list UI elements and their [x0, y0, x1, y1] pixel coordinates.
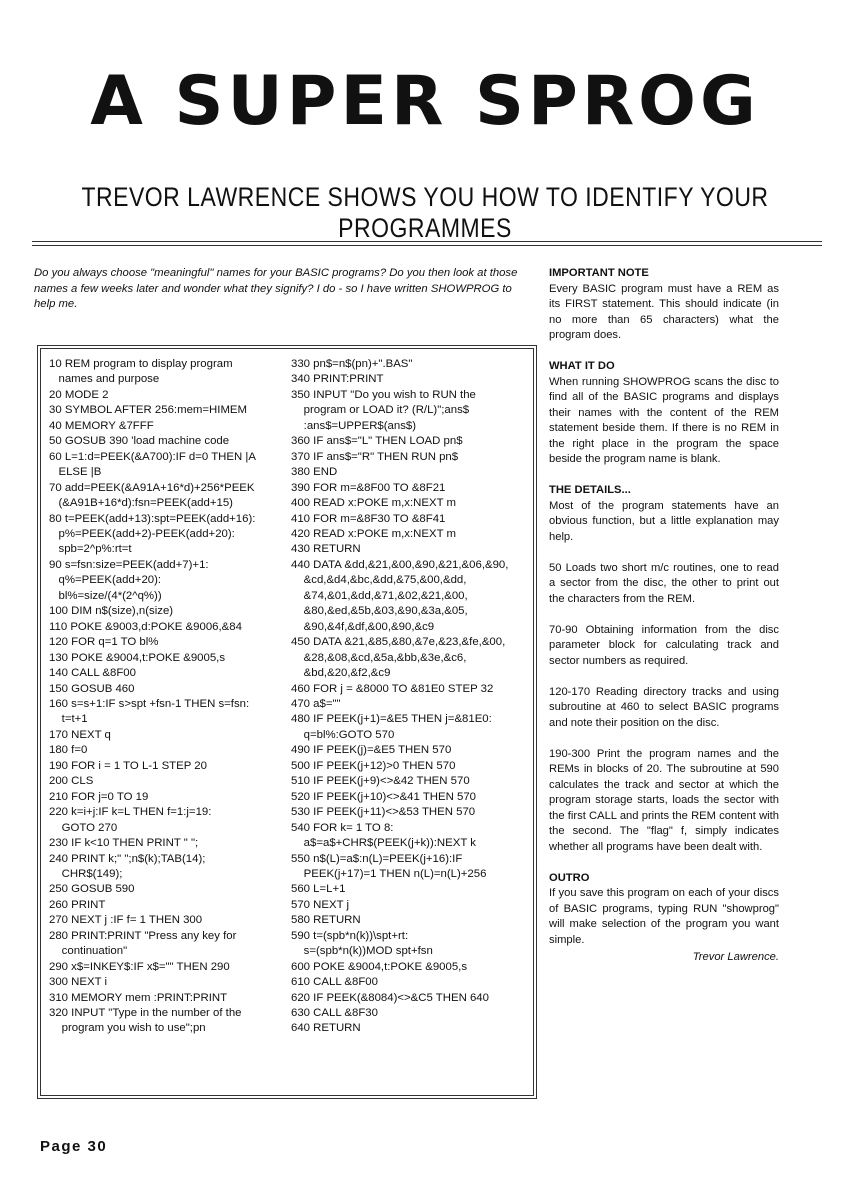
- code-line: 310 MEMORY mem :PRINT:PRINT: [49, 991, 228, 1004]
- code-line: 210 FOR j=0 TO 19: [49, 790, 149, 803]
- code-line: 590 t=(spb*n(k))\spt+rt:: [291, 929, 409, 942]
- code-line: 460 FOR j = &8000 TO &81E0 STEP 32: [291, 682, 494, 695]
- code-line: 190 FOR i = 1 TO L-1 STEP 20: [49, 759, 207, 772]
- listing-column-left: [49, 357, 289, 1037]
- code-line: q=bl%:GOTO 570: [291, 728, 395, 741]
- code-line: 60 L=1:d=PEEK(&A700):IF d=0 THEN |A: [49, 450, 256, 463]
- code-line: ELSE |B: [49, 466, 102, 479]
- code-line: 10 REM program to display program: [49, 358, 233, 370]
- code-line: 230 IF k<10 THEN PRINT " ";: [49, 837, 199, 850]
- code-line: 320 INPUT "Type in the number of the: [49, 1007, 242, 1020]
- section-body: 120-170 Reading directory tracks and using subroutine at 460 to select BASIC programs and note their position on the disc.: [549, 685, 779, 729]
- code-line: 560 L=L+1: [291, 883, 346, 896]
- code-line: 100 DIM n$(size),n(size): [49, 605, 174, 618]
- code-line: 420 READ x:POKE m,x:NEXT m: [291, 527, 456, 540]
- section-heading: THE DETAILS...: [549, 484, 631, 496]
- code-line: 150 GOSUB 460: [49, 682, 135, 695]
- code-line: 160 s=s+1:IF s>spt +fsn-1 THEN s=fsn:: [49, 697, 250, 710]
- code-line: 110 POKE &9003,d:POKE &9006,&84: [49, 620, 242, 633]
- section-heading: IMPORTANT NOTE: [549, 267, 649, 279]
- code-line: CHR$(149);: [49, 867, 123, 880]
- section-body: If you save this program on each of your discs of BASIC programs, typing RUN "showprog" will make selection of the program you want simple.: [549, 887, 779, 946]
- code-line: &90,&4f,&df,&00,&90,&c9: [291, 620, 435, 633]
- code-line: 630 CALL &8F30: [291, 1007, 378, 1020]
- code-line: 40 MEMORY &7FFF: [49, 419, 154, 432]
- code-line: a$=a$+CHR$(PEEK(j+k)):NEXT k: [291, 837, 476, 850]
- code-line: 270 NEXT j :IF f= 1 THEN 300: [49, 914, 203, 927]
- code-line: 90 s=fsn:size=PEEK(add+7)+1:: [49, 558, 209, 571]
- code-line: 130 POKE &9004,t:POKE &9005,s: [49, 651, 226, 664]
- code-line: &28,&08,&cd,&5a,&bb,&3e,&c6,: [291, 651, 467, 664]
- code-line: spb=2^p%:rt=t: [49, 543, 132, 556]
- code-line: 300 NEXT i: [49, 976, 108, 989]
- code-line: 170 NEXT q: [49, 728, 111, 741]
- code-line: 330 pn$=n$(pn)+".BAS": [291, 358, 413, 370]
- code-line: 380 END: [291, 466, 338, 479]
- code-line: 540 FOR k= 1 TO 8:: [291, 821, 394, 834]
- code-line: 390 FOR m=&8F00 TO &8F21: [291, 481, 446, 494]
- code-line: 250 GOSUB 590: [49, 883, 135, 896]
- code-line: 70 add=PEEK(&A91A+16*d)+256*PEEK: [49, 481, 255, 494]
- code-line: &cd,&d4,&bc,&dd,&75,&00,&dd,: [291, 574, 467, 587]
- code-line: 410 FOR m=&8F30 TO &8F41: [291, 512, 446, 525]
- code-line: 470 a$="": [291, 697, 341, 710]
- code-line: continuation": [49, 945, 128, 958]
- page-title: A SUPER SPROG: [90, 62, 760, 141]
- code-line: 200 CLS: [49, 775, 94, 788]
- code-line: 20 MODE 2: [49, 388, 109, 401]
- code-line: 50 GOSUB 390 'load machine code: [49, 435, 230, 448]
- section-body: When running SHOWPROG scans the disc to find all of the BASIC programs and displays their names with the content of the REM statement beside them. If there is no REM in the right place in the program the space beside the program name is blank.: [549, 375, 779, 465]
- code-line: p%=PEEK(add+2)-PEEK(add+20):: [49, 527, 235, 540]
- code-line: program you wish to use";pn: [49, 1022, 206, 1035]
- code-line: bl%=size/(4*(2^q%)): [49, 589, 162, 602]
- code-line: 400 READ x:POKE m,x:NEXT m: [291, 497, 456, 510]
- code-line: (&A91B+16*d):fsn=PEEK(add+15): [49, 497, 233, 510]
- code-line: 30 SYMBOL AFTER 256:mem=HIMEM: [49, 404, 248, 417]
- code-line: 370 IF ans$="R" THEN RUN pn$: [291, 450, 459, 463]
- code-line: &74,&01,&dd,&71,&02,&21,&00,: [291, 589, 468, 602]
- code-line: PEEK(j+17)=1 THEN n(L)=n(L)+256: [291, 867, 487, 880]
- header-divider-bottom: [32, 245, 822, 246]
- page-number: Page 30: [40, 1138, 108, 1155]
- article-subtitle: TREVOR LAWRENCE SHOWS YOU HOW TO IDENTIFY YOUR PROGRAMMES: [81, 181, 769, 243]
- section-body: Every BASIC program must have a REM as its FIRST statement. This should indicate (in no more than 65 characters) what the program does.: [549, 282, 779, 341]
- author-signature: Trevor Lawrence.: [692, 950, 779, 963]
- code-line: GOTO 270: [49, 821, 118, 834]
- code-line: 290 x$=INKEY$:IF x$="" THEN 290: [49, 960, 230, 973]
- code-line: &80,&ed,&5b,&03,&90,&3a,&05,: [291, 605, 468, 618]
- code-line: 600 POKE &9004,t:POKE &9005,s: [291, 960, 468, 973]
- code-line: &bd,&20,&f2,&c9: [291, 667, 391, 680]
- code-line: 140 CALL &8F00: [49, 667, 136, 680]
- code-line: 550 n$(L)=a$:n(L)=PEEK(j+16):IF: [291, 852, 463, 865]
- program-listing-box: [40, 348, 534, 1096]
- section-body: 190-300 Print the program names and the REMs in blocks of 20. The subroutine at 590 calculates the track and sector at which the program storage starts, loads the sector with the first CALL and prints the REM content with the second. The "flag" f, simply indicates whether all programs have been dealt with.: [549, 747, 779, 853]
- section-heading: OUTRO: [549, 871, 590, 884]
- code-line: 490 IF PEEK(j)=&E5 THEN 570: [291, 744, 452, 757]
- listing-column-right: [291, 357, 531, 1037]
- code-line: 120 FOR q=1 TO bl%: [49, 636, 159, 649]
- code-line: 520 IF PEEK(j+10)<>&41 THEN 570: [291, 790, 476, 803]
- code-line: 260 PRINT: [49, 898, 106, 911]
- code-line: 530 IF PEEK(j+11)<>&53 THEN 570: [291, 806, 476, 819]
- section-body: 50 Loads two short m/c routines, one to read a sector from the disc, the other to print out the characters from the REM.: [549, 561, 779, 605]
- intro-paragraph: Do you always choose "meaningful" names for your BASIC programs? Do you then look at those names a few weeks later and wonder what they signify? I do - so I have written SHOWPROG to help me.: [34, 267, 518, 310]
- code-line: 440 DATA &dd,&21,&00,&90,&21,&06,&90,: [291, 558, 509, 571]
- section-body: Most of the program statements have an obvious function, but a little explanation may help.: [549, 499, 779, 543]
- code-line: 220 k=i+j:IF k=L THEN f=1:j=19:: [49, 806, 212, 819]
- code-line: 80 t=PEEK(add+13):spt=PEEK(add+16):: [49, 512, 256, 525]
- code-line: 570 NEXT j: [291, 898, 350, 911]
- code-line: 510 IF PEEK(j+9)<>&42 THEN 570: [291, 775, 470, 788]
- code-line: q%=PEEK(add+20):: [49, 574, 162, 587]
- code-line: names and purpose: [49, 373, 160, 386]
- code-line: 430 RETURN: [291, 543, 361, 556]
- code-line: 180 f=0: [49, 744, 88, 757]
- code-line: 450 DATA &21,&85,&80,&7e,&23,&fe,&00,: [291, 636, 506, 649]
- code-line: 240 PRINT k;" ";n$(k);TAB(14);: [49, 852, 206, 865]
- code-line: 280 PRINT:PRINT "Press any key for: [49, 929, 237, 942]
- code-line: 480 IF PEEK(j+1)=&E5 THEN j=&81E0:: [291, 713, 492, 726]
- section-body: 70-90 Obtaining information from the disc parameter block for calculating track and sector numbers as required.: [549, 623, 779, 667]
- header-divider-top: [32, 241, 822, 242]
- code-line: :ans$=UPPER$(ans$): [291, 419, 417, 432]
- sidebar-notes: [549, 266, 779, 965]
- code-line: 360 IF ans$="L" THEN LOAD pn$: [291, 435, 463, 448]
- code-line: 620 IF PEEK(&8084)<>&C5 THEN 640: [291, 991, 489, 1004]
- code-line: t=t+1: [49, 713, 88, 726]
- code-line: 500 IF PEEK(j+12)>0 THEN 570: [291, 759, 456, 772]
- code-line: program or LOAD it? (R/L)";ans$: [291, 404, 470, 417]
- section-heading: WHAT IT DO: [549, 360, 615, 372]
- code-line: 610 CALL &8F00: [291, 976, 378, 989]
- code-line: 640 RETURN: [291, 1022, 361, 1035]
- code-line: 350 INPUT "Do you wish to RUN the: [291, 388, 476, 401]
- code-line: 340 PRINT:PRINT: [291, 373, 384, 386]
- code-line: s=(spb*n(k))MOD spt+fsn: [291, 945, 433, 958]
- code-line: 580 RETURN: [291, 914, 361, 927]
